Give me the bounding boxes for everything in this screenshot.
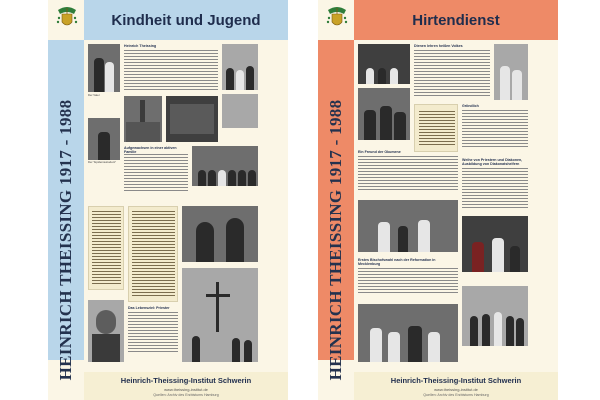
section-heading: Dienen lehren heißen Volkes (414, 44, 463, 48)
section-heading: Ein Freund der Ökumene (358, 150, 401, 154)
street-photo (166, 96, 218, 142)
section-heading: Das Lebensziel: Priester (128, 306, 170, 310)
poster-title: Kindheit und Jugend (111, 11, 261, 29)
side-band (318, 40, 354, 381)
poster-pastoral-service (318, 0, 558, 400)
bishop-election-text (358, 258, 458, 298)
ordination-text (462, 158, 528, 214)
caption-father: Der Vater (88, 93, 100, 97)
footer-url: www.theissing-institut.de (434, 387, 478, 392)
family-photo (88, 44, 120, 92)
cross-procession-photo (182, 268, 258, 362)
certificate-document (414, 104, 458, 152)
bishop-crest-icon (54, 4, 80, 32)
service-text (414, 44, 490, 100)
footer (354, 372, 558, 400)
altar-photo (358, 200, 458, 252)
handwritten-letter (88, 206, 124, 290)
consecration-photo (358, 304, 458, 362)
footer-source: Quellen: Archiv des Erzbistums Hamburg (423, 393, 489, 397)
two-priests-photo (182, 206, 258, 262)
section-heading: Heinrich Theissing (124, 44, 157, 48)
young-man-photo (88, 118, 120, 160)
handwritten-document (128, 206, 178, 302)
founding-text (462, 104, 528, 152)
header-band (84, 0, 288, 40)
caption-student: Der "Epidemiestudent" (88, 160, 117, 164)
ordination-photo (462, 216, 528, 272)
side-title: HEINRICH THEISSING 1917 - 1988 (56, 99, 75, 381)
footer-url: www.theissing-institut.de (164, 387, 208, 392)
poster-childhood (48, 0, 288, 400)
intro-text (124, 44, 218, 94)
section-heading: Erstes Bischofswahl nach der Reformation in Mecklenburg (358, 258, 436, 266)
section-heading: Griindlich (462, 104, 479, 108)
section-heading: Aufgewachsen in einer aktiven Familie (124, 146, 177, 154)
church-town-photo (124, 96, 162, 142)
section-heading: Weihe von Priestern und Diakonen, Ausbildung von Diakonatshelfern (462, 158, 523, 166)
footer-institute: Heinrich-Theissing-Institut Schwerin (120, 376, 252, 385)
family-text (124, 146, 188, 196)
footer-source: Quellen: Archiv des Erzbistums Hamburg (153, 393, 219, 397)
clergy-photo (358, 88, 410, 140)
house-photo (222, 94, 258, 128)
side-band (48, 40, 84, 381)
priest-text (128, 306, 178, 356)
bishop-group-photo (358, 44, 410, 84)
bishop-crest-icon (324, 4, 350, 32)
poster-title: Hirtendienst (412, 11, 500, 29)
bishop-portrait-photo (494, 44, 528, 100)
children-photo (222, 44, 258, 90)
school-group-photo (192, 146, 258, 186)
footer-institute: Heinrich-Theissing-Institut Schwerin (390, 376, 522, 385)
portrait-photo (88, 300, 124, 362)
ecumenism-text (358, 150, 458, 196)
footer (84, 372, 288, 400)
side-title: HEINRICH THEISSING 1917 - 1988 (326, 99, 345, 381)
procession-photo (462, 286, 528, 346)
header-band (354, 0, 558, 40)
